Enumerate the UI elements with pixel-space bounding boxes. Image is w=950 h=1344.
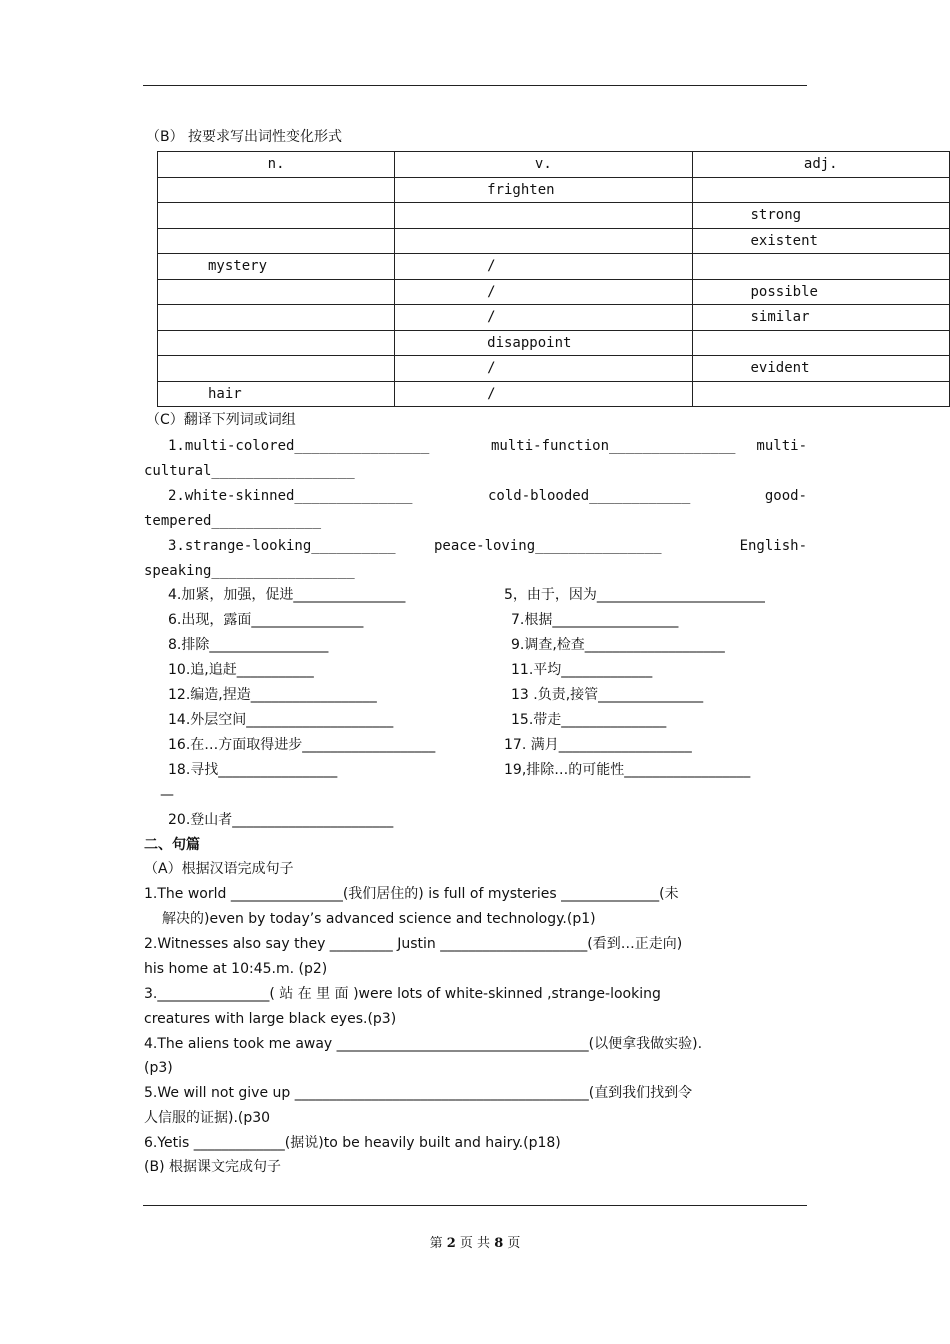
- footer-prefix: 第: [429, 1236, 443, 1251]
- cell-adj[interactable]: possible: [692, 279, 950, 305]
- sentence-line: 6.Yetis _____________(据说)to be heavily built and hairy.(p18): [144, 1135, 561, 1151]
- phrase-item: 5，由于，因为________________________: [504, 587, 765, 603]
- phrase-item: 12.编造,捏造__________________: [168, 687, 377, 703]
- table-row: [158, 330, 950, 356]
- cell-verb[interactable]: /: [395, 356, 692, 382]
- cell-adj[interactable]: [692, 381, 950, 407]
- cell-verb[interactable]: /: [395, 254, 692, 280]
- compound-item: tempered_____________: [144, 513, 322, 529]
- sentence-line: (p3): [144, 1060, 173, 1076]
- table-row: [158, 254, 950, 280]
- cell-noun[interactable]: [158, 228, 395, 254]
- section-b-title: （B） 按要求写出词性变化形式: [146, 129, 343, 145]
- phrase-item: 9.调查,检查____________________: [511, 637, 725, 653]
- compound-item: peace-loving_______________: [434, 538, 662, 554]
- compound-item: speaking_________________: [144, 563, 355, 579]
- cell-noun[interactable]: hair: [158, 381, 395, 407]
- phrase-item: 20.登山者_______________________: [168, 812, 394, 828]
- cell-noun[interactable]: [158, 177, 395, 203]
- header-verb: v.: [395, 152, 692, 178]
- cell-adj[interactable]: evident: [692, 356, 950, 382]
- footer-middle: 页 共: [459, 1236, 491, 1251]
- table-row: [158, 279, 950, 305]
- phrase-item: 19,排除…的可能性__________________: [504, 762, 751, 778]
- section-c-title: （C）翻译下列词或词组: [146, 412, 296, 428]
- compound-item: 3.strange-looking__________: [168, 538, 396, 554]
- word-form-table: [157, 151, 950, 407]
- cell-verb[interactable]: disappoint: [395, 330, 692, 356]
- cell-adj[interactable]: [692, 254, 950, 280]
- cell-verb[interactable]: /: [395, 279, 692, 305]
- cell-noun[interactable]: [158, 330, 395, 356]
- cell-adj[interactable]: similar: [692, 305, 950, 331]
- cell-adj[interactable]: [692, 177, 950, 203]
- cell-adj[interactable]: strong: [692, 203, 950, 229]
- compound-item: multi-: [756, 438, 807, 454]
- cell-noun[interactable]: mystery: [158, 254, 395, 280]
- part2-title: 二、句篇: [144, 837, 200, 853]
- phrase-item: —: [160, 787, 174, 803]
- phrase-item: 7.根据__________________: [511, 612, 679, 628]
- cell-verb[interactable]: [395, 203, 692, 229]
- cell-verb[interactable]: /: [395, 381, 692, 407]
- part-a-title: （A）根据汉语完成句子: [144, 861, 294, 877]
- cell-adj[interactable]: existent: [692, 228, 950, 254]
- phrase-item: 4.加紧，加强，促进________________: [168, 587, 406, 603]
- cell-noun[interactable]: [158, 203, 395, 229]
- sentence-line: 1.The world ________________(我们居住的) is full of mysteries ______________(未: [144, 886, 679, 902]
- total-page-number: 8: [494, 1236, 504, 1251]
- table-row: [158, 305, 950, 331]
- compound-item: 2.white-skinned______________: [168, 488, 413, 504]
- phrase-item: 14.外层空间_____________________: [168, 712, 394, 728]
- compound-item: cold-blooded____________: [488, 488, 691, 504]
- compound-item: 1.multi-colored________________: [168, 438, 430, 454]
- table-row: [158, 203, 950, 229]
- phrase-item: 13 .负责,接管_______________: [511, 687, 704, 703]
- table-header-row: [158, 152, 950, 178]
- cell-noun[interactable]: [158, 279, 395, 305]
- phrase-item: 18.寻找_________________: [168, 762, 338, 778]
- phrase-item: 11.平均_____________: [511, 662, 653, 678]
- phrase-item: 8.排除_________________: [168, 637, 329, 653]
- sentence-line: 2.Witnesses also say they _________ Justin _____________________(看到…正走向): [144, 936, 683, 952]
- header-rule: [143, 85, 807, 86]
- table-row: [158, 228, 950, 254]
- cell-verb[interactable]: /: [395, 305, 692, 331]
- phrase-item: 15.带走_______________: [511, 712, 667, 728]
- phrase-item: 10.追,追赶___________: [168, 662, 314, 678]
- sentence-line: 5.We will not give up __________________________________________(直到我们找到令: [144, 1085, 693, 1101]
- table-row: [158, 177, 950, 203]
- sentence-line: his home at 10:45.m. (p2): [144, 961, 328, 977]
- sentence-line: creatures with large black eyes.(p3): [144, 1011, 397, 1027]
- sentence-line: 人信服的证据).(p30: [144, 1110, 271, 1126]
- table-row: [158, 356, 950, 382]
- header-noun: n.: [158, 152, 395, 178]
- compound-item: multi-function_______________: [491, 438, 736, 454]
- footer-rule: [143, 1205, 807, 1206]
- compound-item: English-: [739, 538, 807, 554]
- compound-item: good-: [764, 488, 807, 504]
- table-row: [158, 381, 950, 407]
- phrase-item: 17. 满月___________________: [504, 737, 692, 753]
- phrase-item: 6.出现，露面________________: [168, 612, 364, 628]
- sentence-line: 解决的)even by today’s advanced science and technology.(p1): [162, 911, 596, 927]
- section-b2-title: (B) 根据课文完成句子: [144, 1159, 281, 1175]
- sentence-line: 3.________________( 站 在 里 面 )were lots of white-skinned ,strange-looking: [144, 986, 661, 1002]
- footer-suffix: 页: [507, 1236, 521, 1251]
- current-page-number: 2: [446, 1236, 456, 1251]
- cell-verb[interactable]: [395, 228, 692, 254]
- cell-verb[interactable]: frighten: [395, 177, 692, 203]
- cell-noun[interactable]: [158, 305, 395, 331]
- cell-noun[interactable]: [158, 356, 395, 382]
- page-footer: [0, 1232, 950, 1251]
- phrase-item: 16.在…方面取得进步___________________: [168, 737, 436, 753]
- header-adj: adj.: [692, 152, 950, 178]
- compound-item: cultural_________________: [144, 463, 355, 479]
- cell-adj[interactable]: [692, 330, 950, 356]
- sentence-line: 4.The aliens took me away ____________________________________(以便拿我做实验).: [144, 1036, 703, 1052]
